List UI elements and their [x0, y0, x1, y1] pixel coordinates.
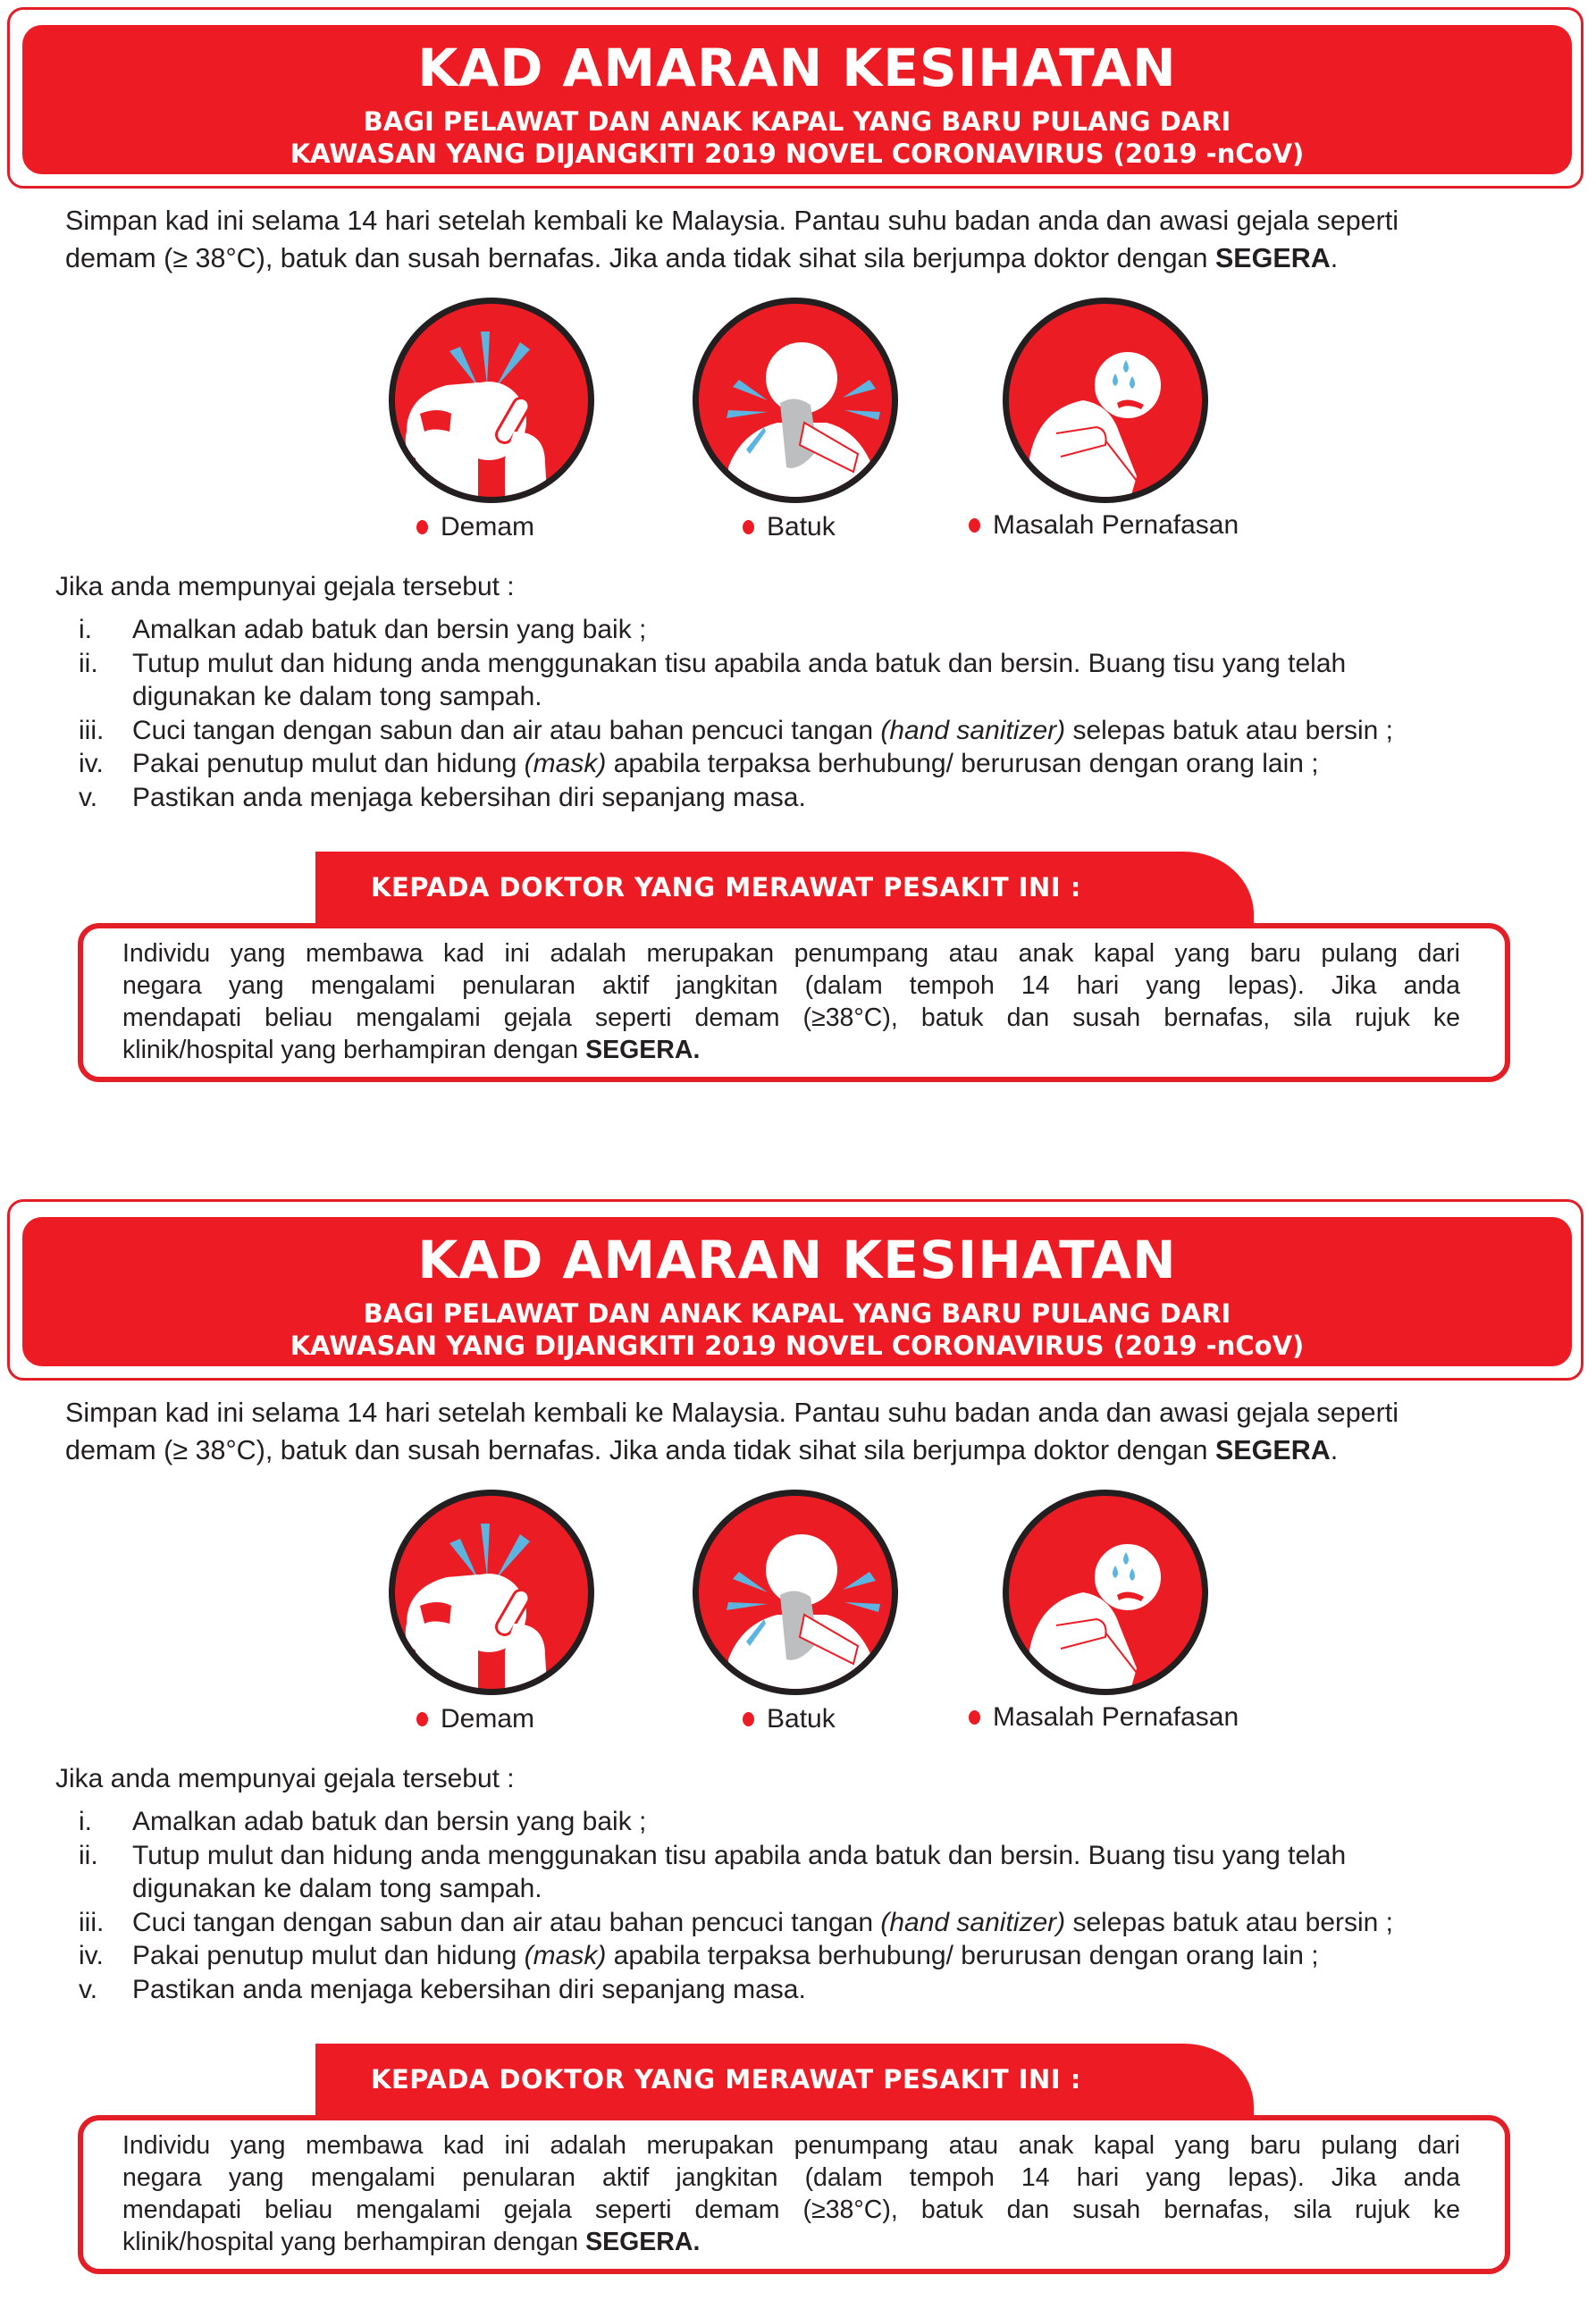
item-text: Tutup mulut dan hidung anda menggunakan tisu apabila anda batuk dan bersin. Buang tisu yang telah — [132, 648, 1347, 678]
breathing-difficulty-icon — [1003, 298, 1208, 503]
item-text-continued: digunakan ke dalam tong sampah. — [132, 682, 542, 711]
item-text: Pakai penutup mulut dan hidung — [132, 749, 525, 778]
fever-thermometer-icon — [389, 298, 594, 503]
item-number: i. — [79, 1807, 92, 1836]
item-text: Cuci tangan dengan sabun dan air atau bahan pencuci tangan — [132, 715, 881, 745]
intro-text: demam (≥ 38°C), batuk dan susah bernafas. Jika anda tidak sihat sila berjumpa doktor dengan — [65, 1435, 1215, 1465]
advice-list — [79, 1805, 1580, 2006]
card-subtitle-line2: KAWASAN YANG DIJANGKITI 2019 NOVEL CORONAVIRUS (2019 -nCoV) — [290, 139, 1305, 169]
advice-item — [79, 1973, 1580, 2007]
symptom-text: Batuk — [767, 1704, 836, 1734]
card-subtitle-line1: BAGI PELAWAT DAN ANAK KAPAL YANG BARU PULANG DARI — [363, 106, 1231, 137]
doctor-line: Individu yang membawa kad ini adalah merupakan penumpang atau anak kapal yang baru pulang dari — [122, 939, 1460, 968]
advice-heading: Jika anda mempunyai gejala tersebut : — [55, 572, 515, 601]
doctor-emphasis: SEGERA. — [585, 2228, 701, 2256]
symptom-text: Batuk — [767, 512, 836, 542]
advice-list — [79, 613, 1580, 814]
bullet-dot-icon — [743, 520, 754, 534]
item-text: Pakai penutup mulut dan hidung — [132, 1941, 525, 1970]
advice-item — [79, 1939, 1580, 1973]
advice-item — [79, 613, 1580, 647]
card-header — [22, 1217, 1572, 1366]
item-italic-term: (mask) — [524, 1941, 607, 1970]
symptom-text: Masalah Pernafasan — [993, 1702, 1239, 1732]
advice-item — [79, 1839, 1580, 1906]
item-text: selepas batuk atau bersin ; — [1065, 1907, 1394, 1937]
intro-suffix: . — [1330, 243, 1339, 273]
intro-text: demam (≥ 38°C), batuk dan susah bernafas. Jika anda tidak sihat sila berjumpa doktor dengan — [65, 243, 1215, 273]
item-text-continued: digunakan ke dalam tong sampah. — [132, 1874, 542, 1903]
item-number: iii. — [79, 1907, 105, 1937]
health-warning-card — [0, 1192, 1596, 2309]
item-text: selepas batuk atau bersin ; — [1065, 715, 1394, 745]
doctor-notice-box — [78, 923, 1510, 1082]
doctor-notice-text — [122, 2129, 1460, 2258]
intro-emphasis: SEGERA — [1214, 243, 1331, 273]
symptom-label-fever — [416, 511, 534, 543]
fever-thermometer-icon — [389, 1490, 594, 1695]
advice-item — [79, 1906, 1580, 1940]
bullet-dot-icon — [416, 1712, 428, 1726]
card-title: KAD AMARAN KESIHATAN — [417, 1230, 1177, 1290]
item-text: Cuci tangan dengan sabun dan air atau bahan pencuci tangan — [132, 1907, 881, 1937]
intro-paragraph — [65, 202, 1567, 277]
item-text: Amalkan adab batuk dan bersin yang baik ; — [132, 615, 647, 644]
doctor-notice-title: KEPADA DOKTOR YANG MERAWAT PESAKIT INI : — [371, 872, 1081, 903]
doctor-emphasis: SEGERA. — [585, 1036, 701, 1064]
item-text: Pastikan anda menjaga kebersihan diri sepanjang masa. — [132, 782, 806, 812]
doctor-line: mendapati beliau mengalami gejala seperti demam (≥38°C), batuk dan susah bernafas, sila rujuk ke — [122, 2196, 1460, 2224]
advice-item — [79, 647, 1580, 714]
bullet-dot-icon — [969, 1710, 980, 1725]
doctor-notice-box — [78, 2115, 1510, 2274]
intro-emphasis: SEGERA — [1214, 1435, 1331, 1465]
bullet-dot-icon — [969, 518, 980, 533]
advice-item — [79, 781, 1580, 815]
advice-item — [79, 714, 1580, 748]
item-text: apabila terpaksa berhubung/ berurusan dengan orang lain ; — [606, 749, 1319, 778]
item-number: ii. — [79, 1840, 98, 1870]
doctor-line: Individu yang membawa kad ini adalah merupakan penumpang atau anak kapal yang baru pulang dari — [122, 2131, 1460, 2160]
doctor-notice-text — [122, 937, 1460, 1066]
bullet-dot-icon — [743, 1712, 754, 1726]
intro-paragraph — [65, 1394, 1567, 1469]
item-text: Tutup mulut dan hidung anda menggunakan tisu apabila anda batuk dan bersin. Buang tisu yang telah — [132, 1840, 1347, 1870]
intro-line1: Simpan kad ini selama 14 hari setelah kembali ke Malaysia. Pantau suhu badan anda dan awasi gejala seperti — [65, 206, 1399, 236]
card-subtitle-line1: BAGI PELAWAT DAN ANAK KAPAL YANG BARU PULANG DARI — [363, 1298, 1231, 1329]
item-number: i. — [79, 615, 92, 644]
item-number: ii. — [79, 648, 98, 678]
symptom-text: Masalah Pernafasan — [993, 510, 1239, 540]
item-number: iii. — [79, 715, 105, 745]
doctor-notice-title: KEPADA DOKTOR YANG MERAWAT PESAKIT INI : — [371, 2064, 1081, 2095]
item-italic-term: (mask) — [524, 749, 607, 778]
item-number: iv. — [79, 1941, 104, 1970]
doctor-line: mendapati beliau mengalami gejala seperti demam (≥38°C), batuk dan susah bernafas, sila rujuk ke — [122, 1003, 1460, 1032]
item-number: v. — [79, 782, 98, 812]
item-number: v. — [79, 1974, 98, 2004]
doctor-line — [122, 2226, 1460, 2258]
health-warning-card — [0, 0, 1596, 1117]
intro-line2 — [65, 1432, 1567, 1469]
doctor-notice-tab — [315, 852, 1254, 927]
bullet-dot-icon — [416, 520, 428, 534]
intro-suffix: . — [1330, 1435, 1339, 1465]
symptom-label-breathing — [969, 1701, 1239, 1734]
symptom-text: Demam — [441, 512, 535, 542]
intro-line2 — [65, 239, 1567, 277]
card-subtitle-line2: KAWASAN YANG DIJANGKITI 2019 NOVEL CORONAVIRUS (2019 -nCoV) — [290, 1331, 1305, 1361]
card-header — [22, 25, 1572, 174]
intro-line1: Simpan kad ini selama 14 hari setelah kembali ke Malaysia. Pantau suhu badan anda dan awasi gejala seperti — [65, 1398, 1399, 1428]
symptom-label-cough — [743, 511, 836, 543]
item-text: Amalkan adab batuk dan bersin yang baik ; — [132, 1807, 647, 1836]
symptom-label-cough — [743, 1703, 836, 1735]
item-text: Pastikan anda menjaga kebersihan diri sepanjang masa. — [132, 1974, 806, 2004]
item-text: apabila terpaksa berhubung/ berurusan dengan orang lain ; — [606, 1941, 1319, 1970]
doctor-text: klinik/hospital yang berhampiran dengan — [122, 2228, 586, 2256]
symptom-label-fever — [416, 1703, 534, 1735]
symptom-label-breathing — [969, 509, 1239, 542]
doctor-line — [122, 1034, 1460, 1066]
doctor-line: negara yang mengalami penularan aktif jangkitan (dalam tempoh 14 hari yang lepas). Jika anda — [122, 971, 1460, 1000]
item-italic-term: (hand sanitizer) — [880, 1907, 1066, 1937]
doctor-line: negara yang mengalami penularan aktif jangkitan (dalam tempoh 14 hari yang lepas). Jika anda — [122, 2163, 1460, 2192]
cough-tissue-icon — [693, 1490, 898, 1695]
item-number: iv. — [79, 749, 104, 778]
advice-item — [79, 747, 1580, 781]
card-title: KAD AMARAN KESIHATAN — [417, 38, 1177, 98]
doctor-notice-tab — [315, 2044, 1254, 2119]
doctor-text: klinik/hospital yang berhampiran dengan — [122, 1036, 586, 1064]
advice-heading: Jika anda mempunyai gejala tersebut : — [55, 1764, 515, 1793]
cough-tissue-icon — [693, 298, 898, 503]
advice-item — [79, 1805, 1580, 1839]
item-italic-term: (hand sanitizer) — [880, 715, 1066, 745]
breathing-difficulty-icon — [1003, 1490, 1208, 1695]
symptom-text: Demam — [441, 1704, 535, 1734]
